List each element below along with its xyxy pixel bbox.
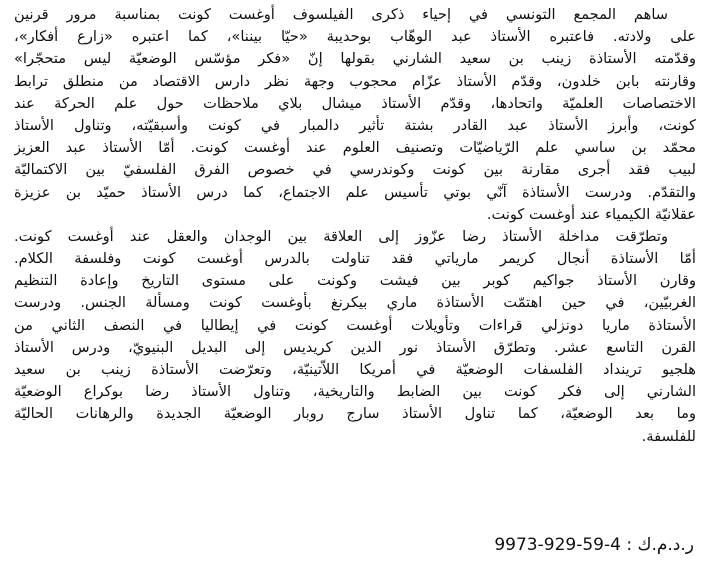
text-line: وقارنته بابن خلدون، وقدّم الأستاذ عزّام محجوب وجهة نظر دارس الاقتصاد من منطلق ترابط <box>14 72 696 90</box>
text-line: كونت، وأبرز الأستاذ عبد القادر بشتة تأثير دالمبار في كونت وأسبقيّته، وتناول الأستاذ <box>14 116 696 134</box>
text-line: أمّا الأستاذة أنجال كريمر مارياتي فقد تناولت بالدرس أوغست كونت وفلسفة الكلام. <box>14 250 696 268</box>
text-line: على ولادته. فاعتبره الأستاذ عبد الوهّاب بوحديبة «حيّا بيننا»، كما اعتبره «زارع أفكار»، <box>14 28 696 46</box>
text-line: وقدّمته الأستاذة زينب بن سعيد الشارني بقولها إنّ «فكر مؤسّس الوضعيّة ليس متحجّرا» <box>14 50 696 68</box>
text-line: والتقدّم. ودرست الأستاذة آنّي بوتي تأسيس علم الاجتماع، كما درس الأستاذ حميّد بن عزيزة <box>14 183 696 201</box>
isbn-number: 9973-929-59-4 <box>494 535 621 555</box>
isbn-label: ر.د.م.ك : <box>626 535 694 555</box>
text-line: للفلسفة. <box>641 427 696 445</box>
isbn-line <box>494 533 694 557</box>
text-line: ساهم المجمع التونسي في إحياء ذكرى الفيلسوف أوغست كونت بمناسبة مرور قرنين <box>14 6 668 23</box>
text-line: القرن التاسع عشر. وتطرّق الأستاذ نور الدين كريديس إلى البديل البنيويّ، ودرس الأستاذ <box>14 338 696 356</box>
text-line: الأستاذة ماريا دونزلي قراءات وتأويلات أوغست كونت في إيطاليا في النصف الثاني من <box>14 316 696 334</box>
text-line: عقلانيّة الكيمياء عند أوغست كونت. <box>486 205 696 223</box>
text-line: الاختصاصات العلميّة واتحادها، وقدّم الأستاذ ميشال بلاي ملاحظات حول علم الحركة عند <box>14 94 696 112</box>
body-text <box>14 4 696 448</box>
text-line: الغربيّين، في حين اهتمّت الأستاذة ماري بيكرنغ بأوغست كونت ومسألة الجنس. ودرست <box>14 294 696 312</box>
text-line: الشارني إلى فكر كونت بين الضابط والتاريخية، وتناول الأستاذ رضا بوكراع الوضعيّة <box>14 383 696 401</box>
text-line: وما بعد الوضعيّة، كما تناول الأستاذ سارج روبار الوضعيّة الجديدة والرهانات الحاليّة <box>14 405 696 423</box>
text-line: محمّد بن ساسي علم الرّياضيّات وتصنيف العلوم عند أوغست كونت. أمّا الأستاذ عبد العزيز <box>14 139 696 157</box>
text-line: وتطرّقت مداخلة الأستاذ رضا عزّوز إلى العلاقة بين الوجدان والعقل عند أوغست كونت. <box>14 227 668 245</box>
text-line: هلجيو ترينداد الفلسفات الوضعيّة في أمريكا اللاّتينيّة، وتعرّضت الأستاذة زينب بن سعيد <box>14 361 696 378</box>
text-line: لبيب فقد أجرى مقارنة بين كونت وكوندرسي في خصوص الفرق الفلسفيّ بين الاكتماليّة <box>14 161 696 179</box>
text-line: وقارن الأستاذ جواكيم كوبر بين فيشت وكونت على مستوى التاريخ وإعادة التنظيم <box>14 272 696 290</box>
